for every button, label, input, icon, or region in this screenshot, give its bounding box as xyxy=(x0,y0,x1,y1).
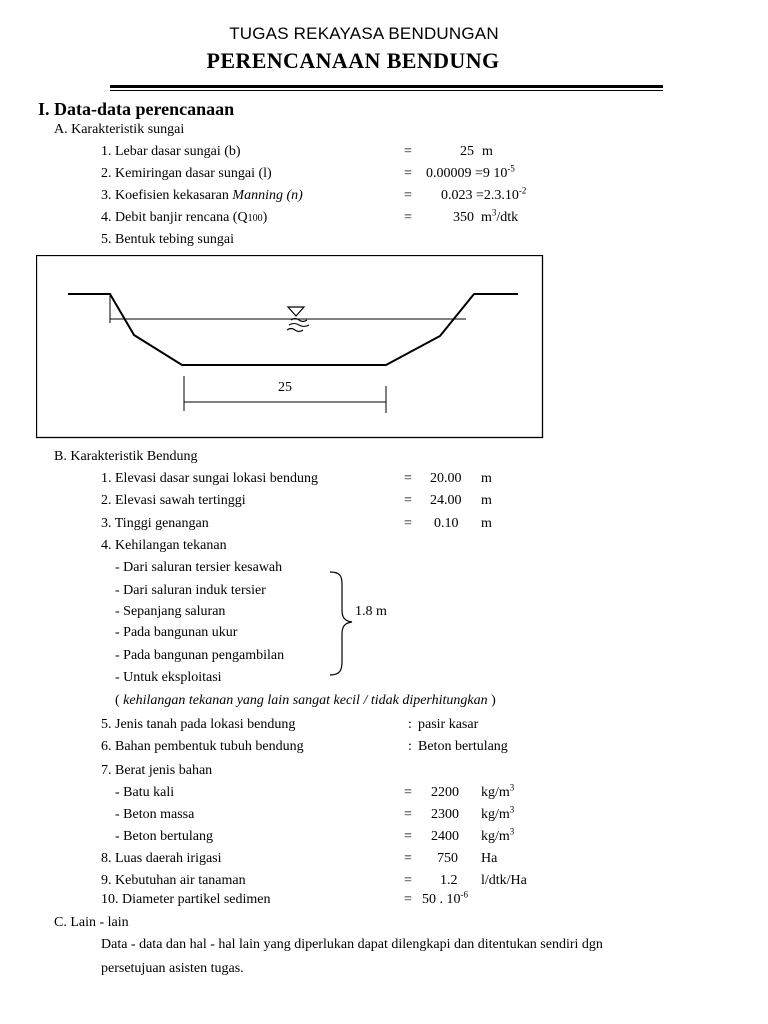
b-item-value: pasir kasar xyxy=(418,717,479,732)
material-unit: $kg/m^3$ xyxy=(481,782,515,800)
a-item-label: 4. Debit banjir rencana (Q100) xyxy=(101,210,268,225)
b-item-label: 6. Bahan pembentuk tubuh bendung xyxy=(101,739,304,754)
b-item-label: 5. Jenis tanah pada lokasi bendung xyxy=(101,717,296,732)
river-profile-line xyxy=(68,294,518,365)
loss-item: - Pada bangunan ukur xyxy=(115,625,238,640)
b-item-value: 24.00 xyxy=(430,493,462,508)
equals-sign: = xyxy=(404,892,412,907)
a-item-value: 350 xyxy=(453,210,474,225)
equals-sign: = xyxy=(404,188,412,203)
a-item-label: 5. Bentuk tebing sungai xyxy=(101,232,234,247)
part-c-text: persetujuan asisten tugas. xyxy=(101,961,244,976)
loss-item: - Dari saluran induk tersier xyxy=(115,583,266,598)
b-item-value: Beton bertulang xyxy=(418,739,508,754)
loss-item: - Dari saluran tersier kesawah xyxy=(115,560,283,575)
section-title: I. Data-data perencanaan xyxy=(38,99,235,119)
b-item-label: 7. Berat jenis bahan xyxy=(101,763,213,778)
equals-sign: = xyxy=(404,851,412,866)
part-a-title: A. Karakteristik sungai xyxy=(54,122,185,137)
header-rule xyxy=(110,85,663,88)
b-item-value: 20.00 xyxy=(430,471,462,486)
a-item-unit: $m^3$/dtk xyxy=(481,207,519,225)
b-item-unit: m xyxy=(481,516,492,531)
part-c-title: C. Lain - lain xyxy=(54,915,129,930)
b-item-label: 9. Kebutuhan air tanaman xyxy=(101,873,246,888)
material-label: - Beton bertulang xyxy=(115,829,213,844)
width-label: 25 xyxy=(278,380,292,395)
b-item-label: 2. Elevasi sawah tertinggi xyxy=(101,493,246,508)
equals-sign: = xyxy=(404,210,412,225)
colon-sign: : xyxy=(408,717,412,732)
material-label: - Batu kali xyxy=(115,785,175,800)
b-item-value: 750 xyxy=(437,851,458,866)
equals-sign: = xyxy=(404,166,412,181)
material-label: - Beton massa xyxy=(115,807,195,822)
b-item-value: 1.2 xyxy=(440,873,458,888)
part-c-text: Data - data dan hal - hal lain yang diperlukan dapat dilengkapi dan ditentukan sendiri dgn xyxy=(101,937,603,952)
document-title: PERENCANAAN BENDUNG xyxy=(206,48,500,73)
b-item-label: 10. Diameter partikel sedimen xyxy=(101,892,271,907)
a-item-unit: m xyxy=(482,144,493,159)
part-b-title: B. Karakteristik Bendung xyxy=(54,449,198,464)
river-cross-section-diagram xyxy=(36,255,544,439)
header-rule-thin xyxy=(110,90,663,91)
material-unit: $kg/m^3$ xyxy=(481,826,515,844)
equals-sign: = xyxy=(404,807,412,822)
loss-item: - Untuk eksploitasi xyxy=(115,670,222,685)
colon-sign: : xyxy=(408,739,412,754)
equals-sign: = xyxy=(404,873,412,888)
b-item-label: 1. Elevasi dasar sungai lokasi bendung xyxy=(101,471,318,486)
equals-sign: = xyxy=(404,493,412,508)
equals-sign: = xyxy=(404,785,412,800)
b-item-unit: m xyxy=(481,471,492,486)
a-item-label: 2. Kemiringan dasar sungai (l) xyxy=(101,166,272,181)
curly-brace-icon xyxy=(326,570,356,678)
equals-sign: = xyxy=(404,829,412,844)
b-item-unit: l/dtk/Ha xyxy=(481,873,527,888)
material-unit: $kg/m^3$ xyxy=(481,804,515,822)
b-item-unit: Ha xyxy=(481,851,498,866)
a-item-value: 0.00009 =9 $10^{-5}$ xyxy=(426,163,515,181)
b-item-unit: m xyxy=(481,493,492,508)
material-value: 2200 xyxy=(431,785,459,800)
b-item-label: 8. Luas daerah irigasi xyxy=(101,851,222,866)
material-value: 2400 xyxy=(431,829,459,844)
loss-item: - Pada bangunan pengambilan xyxy=(115,648,285,663)
loss-item: - Sepanjang saluran xyxy=(115,604,226,619)
a-item-value: $0.023 =2.3.10^{-2}$ xyxy=(441,185,527,203)
b-item-label: 3. Tinggi genangan xyxy=(101,516,209,531)
a-item-label: 3. Koefisien kekasaran Manning (n) xyxy=(101,188,303,203)
course-title: TUGAS REKAYASA BENDUNGAN xyxy=(229,24,499,43)
diagram-frame xyxy=(37,256,543,438)
loss-note: ( kehilangan tekanan yang lain sangat kecil / tidak diperhitungkan ) xyxy=(115,693,496,708)
a-item-value: 25 xyxy=(460,144,474,159)
equals-sign: = xyxy=(404,471,412,486)
b-item-value: 50 . $10^{-6}$ xyxy=(422,889,468,907)
b-item-value: 0.10 xyxy=(434,516,459,531)
equals-sign: = xyxy=(404,144,412,159)
b-item-label: 4. Kehilangan tekanan xyxy=(101,538,227,553)
loss-total: 1.8 m xyxy=(355,604,387,619)
material-value: 2300 xyxy=(431,807,459,822)
equals-sign: = xyxy=(404,516,412,531)
a-item-label: 1. Lebar dasar sungai (b) xyxy=(101,144,241,159)
